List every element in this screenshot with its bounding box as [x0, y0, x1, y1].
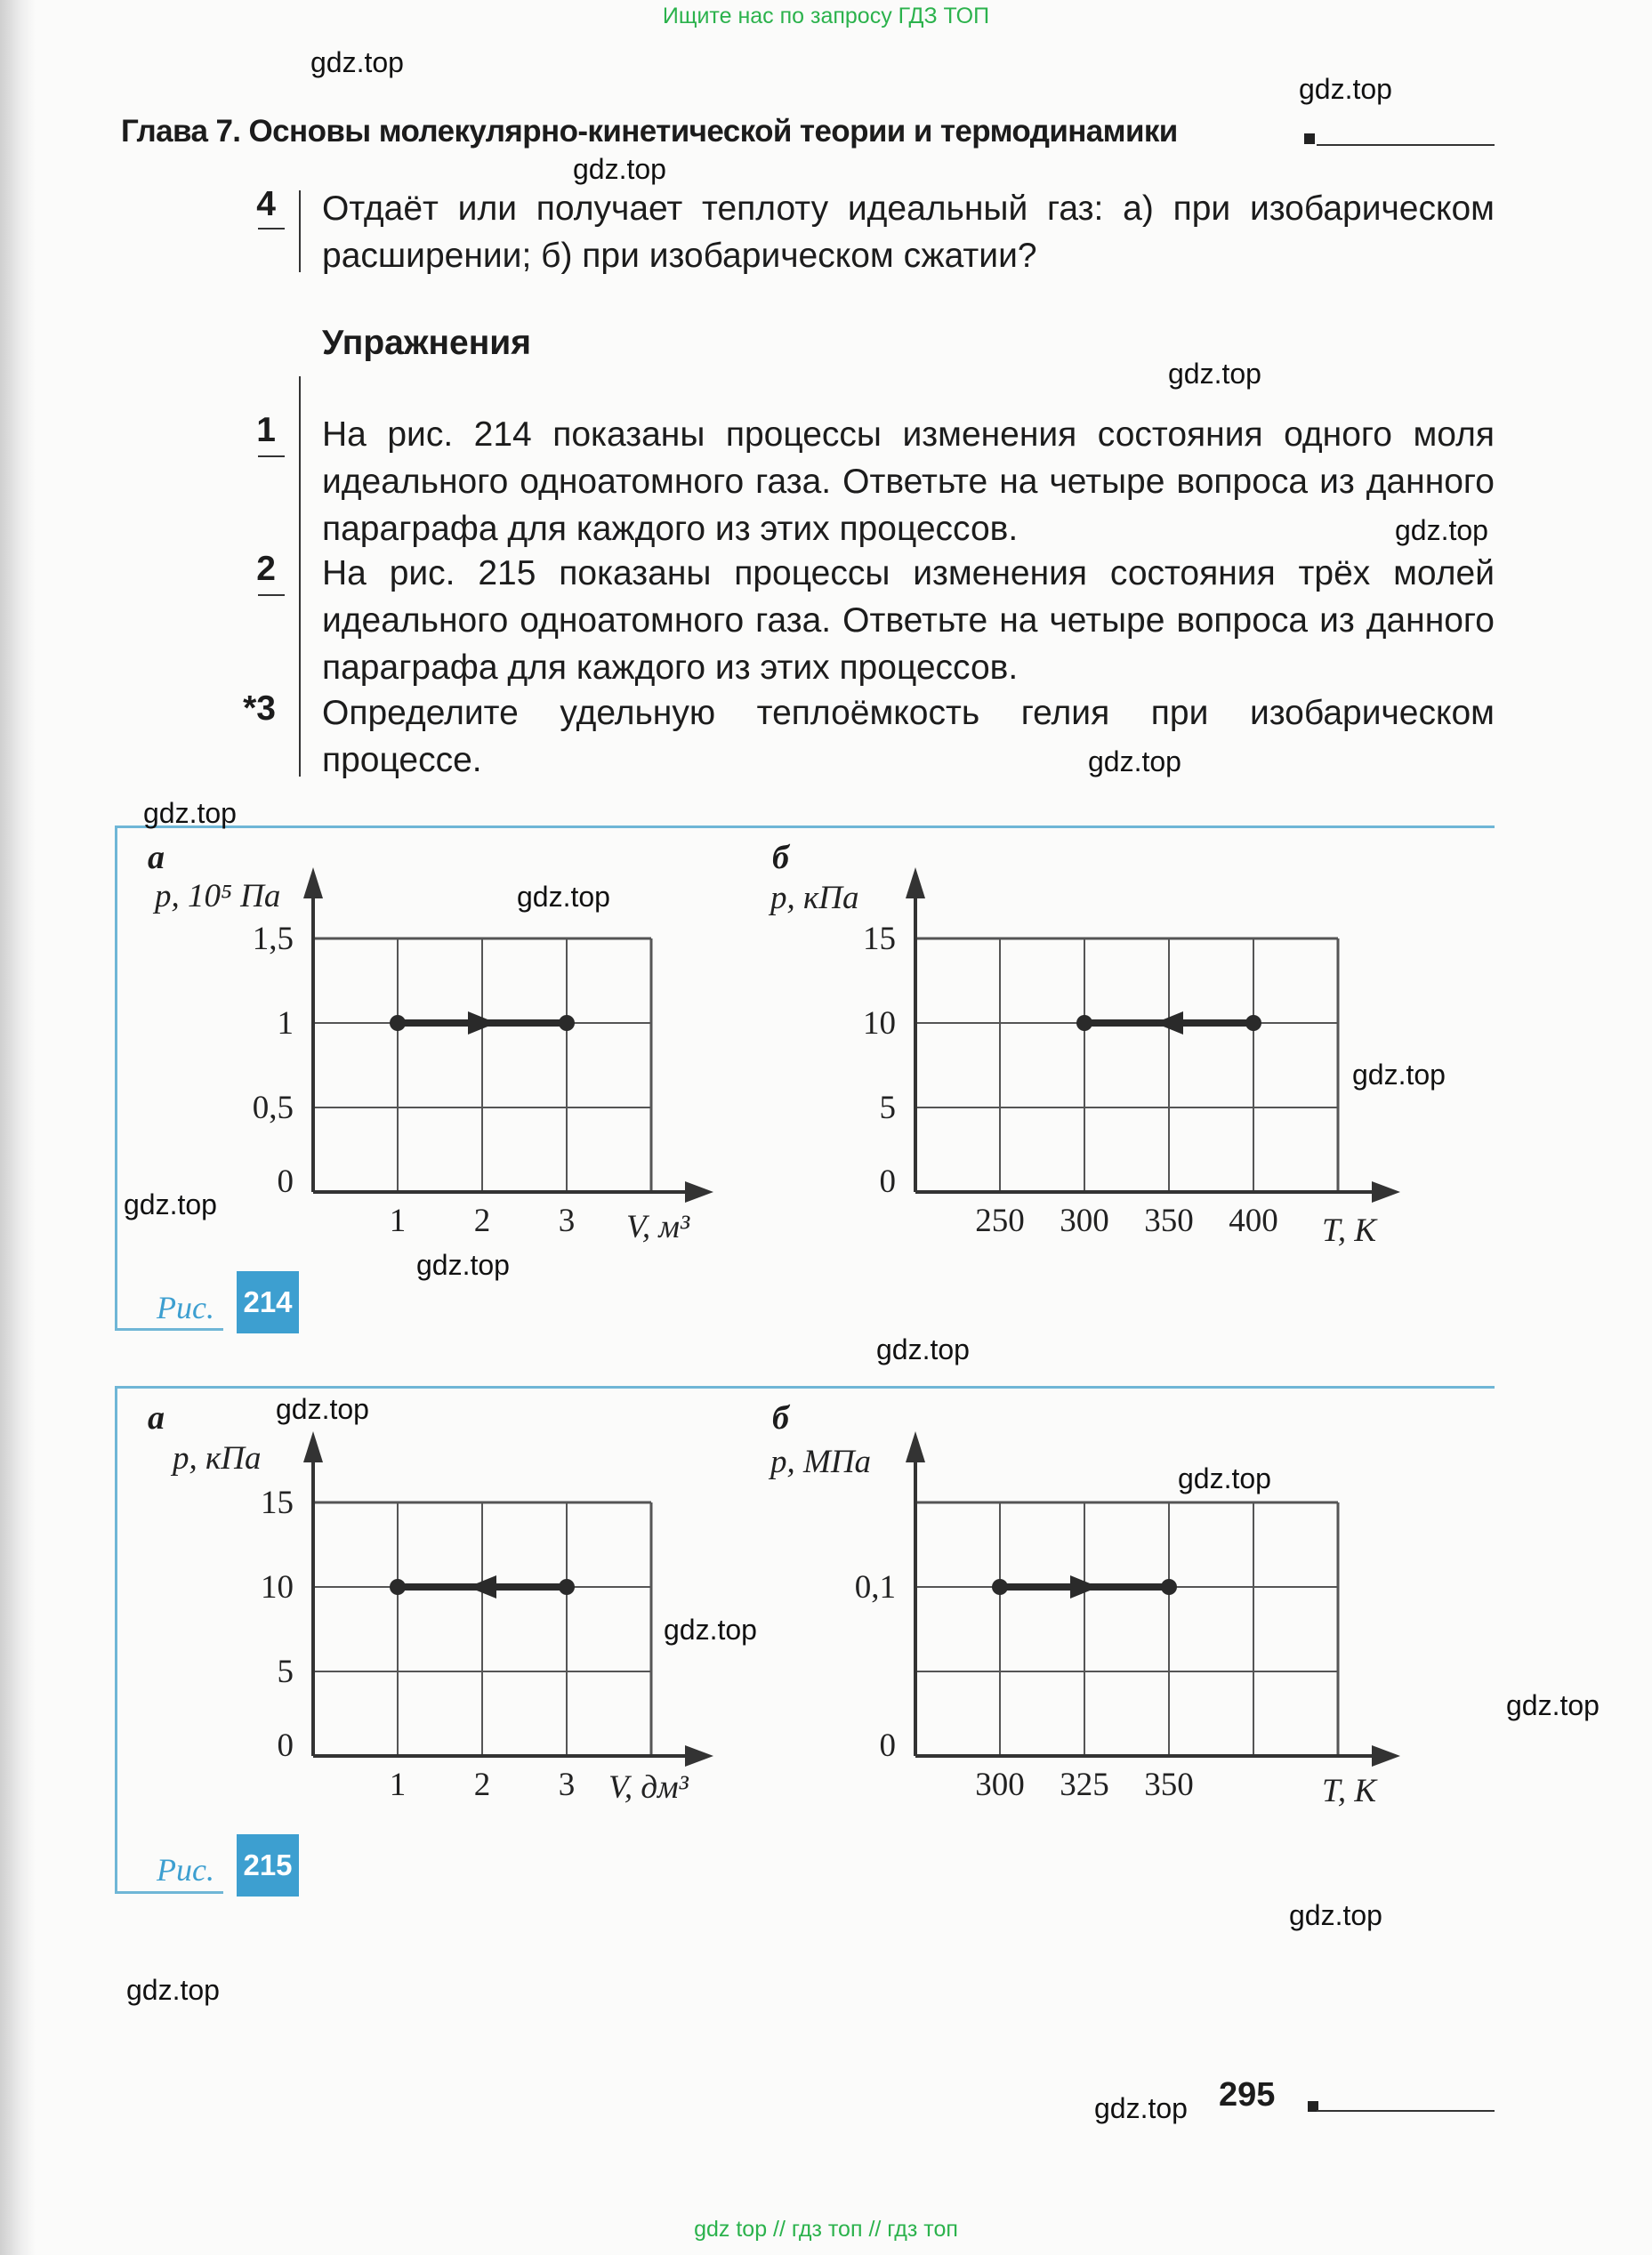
watermark: gdz.top — [1168, 358, 1261, 390]
process-start-point — [992, 1579, 1008, 1595]
exercises-title: Упражнения — [322, 324, 532, 362]
search-banner[interactable]: Ищите нас по запросу ГДЗ ТОП — [662, 4, 990, 28]
exercise-number: 2 — [256, 550, 276, 588]
figure-214-number: 214 — [237, 1271, 299, 1333]
x-tick-label: 2 — [473, 1203, 491, 1239]
watermark: gdz.top — [1395, 514, 1488, 546]
chart-214b-xlabel: T, К — [1322, 1212, 1376, 1249]
x-axis-arrow-icon — [1372, 1181, 1400, 1203]
page-number: 295 — [1219, 2076, 1276, 2114]
y-tick-label: 0,1 — [854, 1569, 896, 1606]
process-start-point — [559, 1579, 575, 1595]
watermark: gdz.top — [124, 1188, 217, 1220]
y-tick-label: 10 — [863, 1005, 896, 1042]
y-tick-label: 15 — [863, 921, 896, 957]
watermark: gdz.top — [573, 153, 666, 185]
exercise-text: На рис. 214 показаны процессы изменения состояния одного моля идеального одноатомного газа. Ответьте на четыре вопроса из данного параграфа для каждого из этих процессов. — [322, 415, 1495, 548]
y-tick-label: 0 — [879, 1727, 896, 1764]
x-tick-label: 1 — [389, 1203, 407, 1239]
x-tick-label: 300 — [1060, 1203, 1109, 1239]
watermark: gdz.top — [416, 1249, 510, 1281]
y-tick-label: 0,5 — [252, 1090, 294, 1126]
exercise-text: На рис. 215 показаны процессы изменения состояния трёх молей идеального одноатомного газа. Ответьте на четыре вопроса из данного параграфа для каждого из этих процессов. — [322, 554, 1495, 687]
watermark: gdz.top — [310, 46, 404, 78]
watermark: gdz.top — [143, 797, 237, 829]
chart-214a-ylabel: p, 10⁵ Па — [155, 878, 281, 914]
x-tick-label: 325 — [1060, 1767, 1109, 1803]
process-start-point — [1245, 1015, 1261, 1031]
chart-215a-part-label: а — [148, 1399, 165, 1437]
exercise-number: *3 — [243, 689, 276, 728]
chart-214b-ylabel: p, кПа — [770, 880, 859, 916]
x-tick-label: 2 — [473, 1767, 491, 1803]
watermark: gdz.top — [126, 1974, 220, 2006]
watermark: gdz.top — [1299, 73, 1392, 105]
watermark: gdz.top — [1506, 1689, 1600, 1721]
watermark: gdz.top — [1289, 1899, 1382, 1931]
x-axis-arrow-icon — [1372, 1745, 1400, 1767]
chart-214a-xlabel: V, м³ — [626, 1209, 690, 1245]
y-axis-arrow-icon — [906, 867, 925, 898]
watermark: gdz.top — [664, 1614, 757, 1646]
x-tick-label: 400 — [1229, 1203, 1278, 1239]
question-text: Отдаёт или получает теплоту идеальный газ: а) при изобарическом расширении; б) при изобарическом сжатии? — [322, 189, 1495, 275]
chart-215a-xlabel: V, дм³ — [608, 1769, 689, 1806]
y-tick-label: 0 — [277, 1727, 294, 1764]
chart-214b-part-label: б — [772, 839, 789, 876]
y-tick-label: 1 — [277, 1005, 294, 1042]
exercise-text: Определите удельную теплоёмкость гелия при изобарическом процессе. — [322, 694, 1495, 779]
x-tick-label: 1 — [389, 1767, 407, 1803]
chart-214a-part-label: а — [148, 839, 165, 876]
figure-215-number: 215 — [237, 1834, 299, 1897]
chart-215b-part-label: б — [772, 1399, 789, 1437]
watermark: gdz.top — [276, 1393, 369, 1425]
chart-215a-ylabel: p, кПа — [173, 1440, 262, 1477]
x-axis-arrow-icon — [685, 1181, 713, 1203]
x-tick-label: 3 — [558, 1203, 576, 1239]
y-tick-label: 1,5 — [252, 921, 294, 957]
footer-rule — [1317, 2110, 1495, 2112]
process-end-point — [390, 1579, 406, 1595]
y-tick-label: 0 — [879, 1164, 896, 1200]
y-axis-arrow-icon — [303, 1431, 323, 1462]
figure-215-caption: Рис. — [157, 1852, 214, 1888]
exercise-number: 1 — [256, 411, 276, 449]
y-tick-label: 15 — [261, 1485, 294, 1521]
process-end-point — [1161, 1579, 1177, 1595]
y-tick-label: 0 — [277, 1164, 294, 1200]
y-axis-arrow-icon — [303, 867, 323, 898]
figure-214-caption: Рис. — [157, 1290, 214, 1325]
x-tick-label: 250 — [975, 1203, 1025, 1239]
chapter-header: Глава 7. Основы молекулярно-кинетической теории и термодинамики — [121, 114, 1178, 149]
footer-links[interactable]: gdz top // гдз топ // гдз топ — [694, 2217, 958, 2242]
y-tick-label: 5 — [277, 1654, 294, 1690]
y-tick-label: 10 — [261, 1569, 294, 1606]
x-tick-label: 350 — [1144, 1203, 1194, 1239]
process-end-point — [559, 1015, 575, 1031]
watermark: gdz.top — [1094, 2092, 1188, 2124]
chart-215b-xlabel: T, К — [1322, 1773, 1376, 1809]
x-tick-label: 350 — [1144, 1767, 1194, 1803]
watermark: gdz.top — [876, 1333, 970, 1365]
process-end-point — [1076, 1015, 1092, 1031]
x-tick-label: 300 — [975, 1767, 1025, 1803]
watermark: gdz.top — [1088, 745, 1181, 777]
y-axis-arrow-icon — [906, 1431, 925, 1462]
chart-215b-ylabel: p, МПа — [770, 1444, 872, 1480]
watermark: gdz.top — [1178, 1462, 1271, 1494]
y-tick-label: 5 — [879, 1090, 896, 1126]
process-start-point — [390, 1015, 406, 1031]
question-number: 4 — [256, 185, 276, 223]
x-axis-arrow-icon — [685, 1745, 713, 1767]
x-tick-label: 3 — [558, 1767, 576, 1803]
watermark: gdz.top — [517, 881, 610, 913]
watermark: gdz.top — [1352, 1059, 1446, 1091]
